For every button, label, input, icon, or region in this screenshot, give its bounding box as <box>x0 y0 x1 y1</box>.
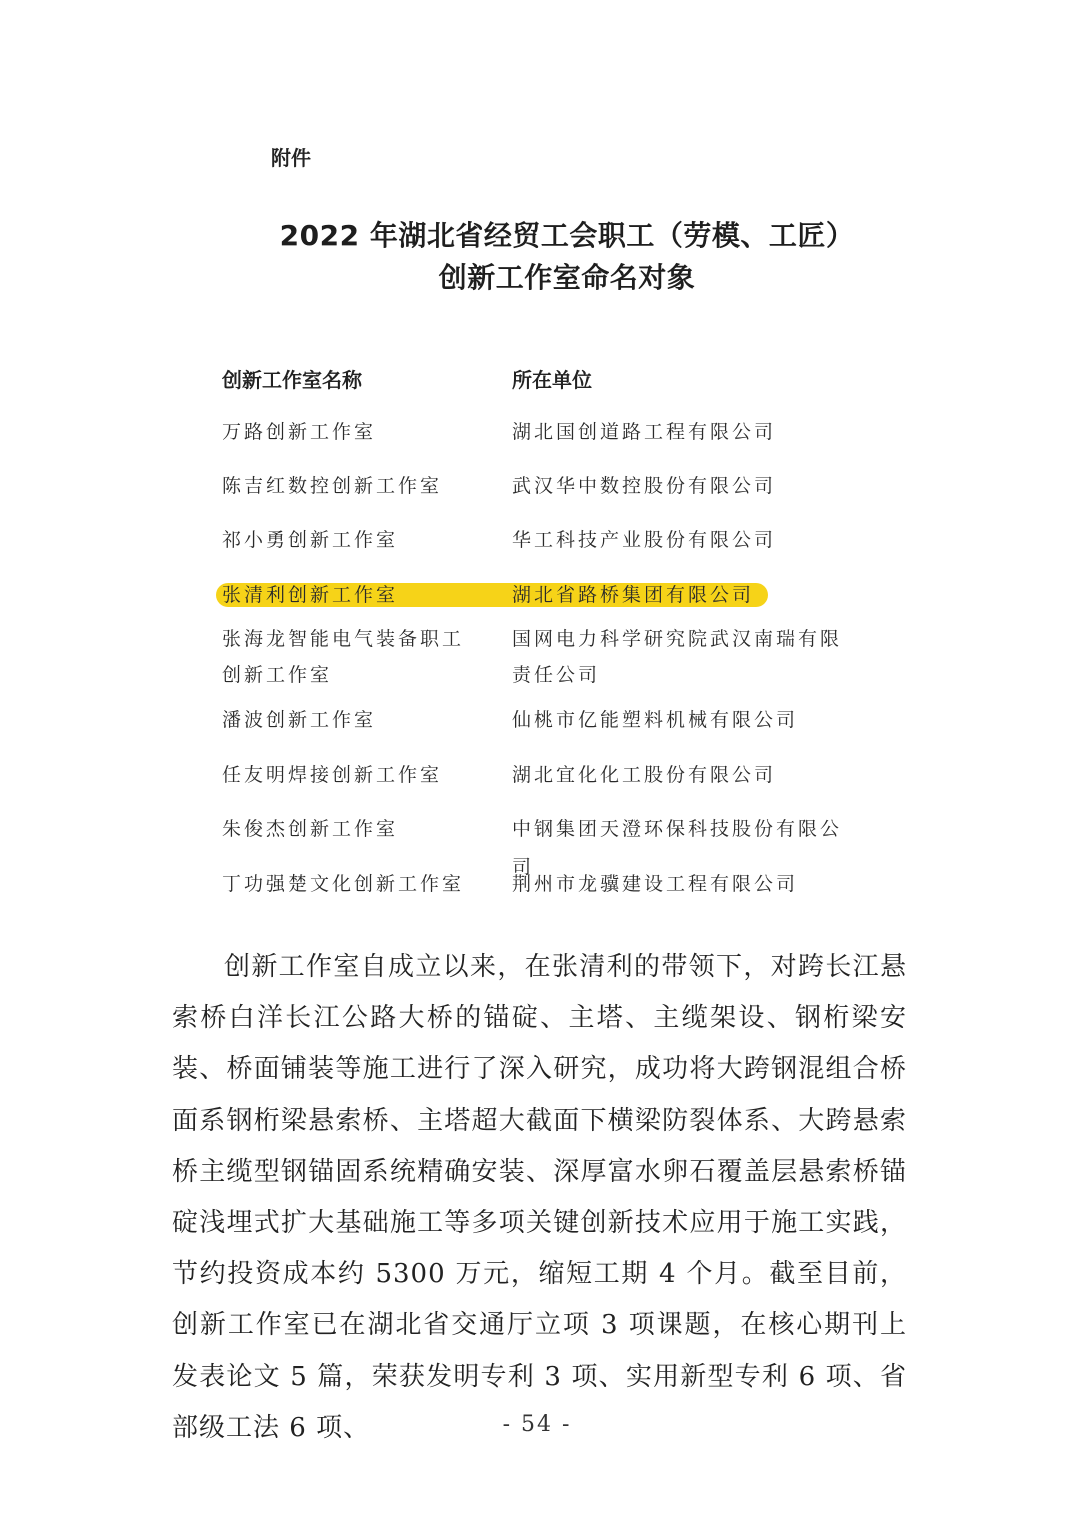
studio-name: 万路创新工作室 <box>222 421 377 443</box>
studio-unit-line2: 责任公司 <box>512 664 601 686</box>
studio-name-line1: 张海龙智能电气装备职工 <box>222 628 465 650</box>
page-number: - 54 - <box>502 1412 572 1437</box>
studio-name: 潘波创新工作室 <box>222 709 377 731</box>
studio-unit: 湖北国创道路工程有限公司 <box>512 421 777 443</box>
studio-unit-line1: 国网电力科学研究院武汉南瑞有限 <box>512 628 843 650</box>
studio-unit: 武汉华中数控股份有限公司 <box>512 475 777 497</box>
studio-name: 祁小勇创新工作室 <box>222 529 399 551</box>
studio-unit: 仙桃市亿能塑料机械有限公司 <box>512 709 799 731</box>
studio-unit: 华工科技产业股份有限公司 <box>512 529 777 551</box>
document-title-line2: 创新工作室命名对象 <box>438 261 696 294</box>
studio-unit: 湖北省路桥集团有限公司 <box>512 584 755 606</box>
studio-name: 任友明焊接创新工作室 <box>222 764 443 786</box>
studio-unit: 荆州市龙骥建设工程有限公司 <box>512 873 799 895</box>
column-header-name: 创新工作室名称 <box>222 368 362 392</box>
body-paragraph: 创新工作室自成立以来，在张清利的带领下，对跨长江悬索桥白洋长江公路大桥的锚碇、主塔、主缆架设、钢桁梁安装、桥面铺装等施工进行了深入研究，成功将大跨钢混组合桥面系钢桁梁悬索桥、主塔超大截面下横梁防裂体系、大跨悬索桥主缆型钢锚固系统精确安装、深厚富水卵石覆盖层悬索桥锚碇浅埋式扩大基础施工等多项关键创新技术应用于施工实践，节约投资成本约 5300 万元，缩短工期 4 个月。截至目前，创新工作室已在湖北省交通厅立项 3 项课题，在核心期刊上发表论文 5 篇，荣获发明专利 3 项、实用新型专利 6 项、省部级工法 6 项、 <box>172 952 907 1443</box>
studio-unit: 中钢集团天澄环保科技股份有限公司 <box>512 818 843 878</box>
column-header-unit: 所在单位 <box>512 368 592 392</box>
studio-name: 张清利创新工作室 <box>222 584 399 606</box>
studio-name: 丁功强楚文化创新工作室 <box>222 873 465 895</box>
studio-name-line2: 创新工作室 <box>222 664 333 686</box>
studio-name: 朱俊杰创新工作室 <box>222 818 399 840</box>
studio-unit: 湖北宜化化工股份有限公司 <box>512 764 777 786</box>
document-title-line1: 2022 年湖北省经贸工会职工（劳模、工匠） <box>279 219 855 252</box>
attachment-label: 附件 <box>271 146 311 170</box>
studio-name: 陈吉红数控创新工作室 <box>222 475 443 497</box>
